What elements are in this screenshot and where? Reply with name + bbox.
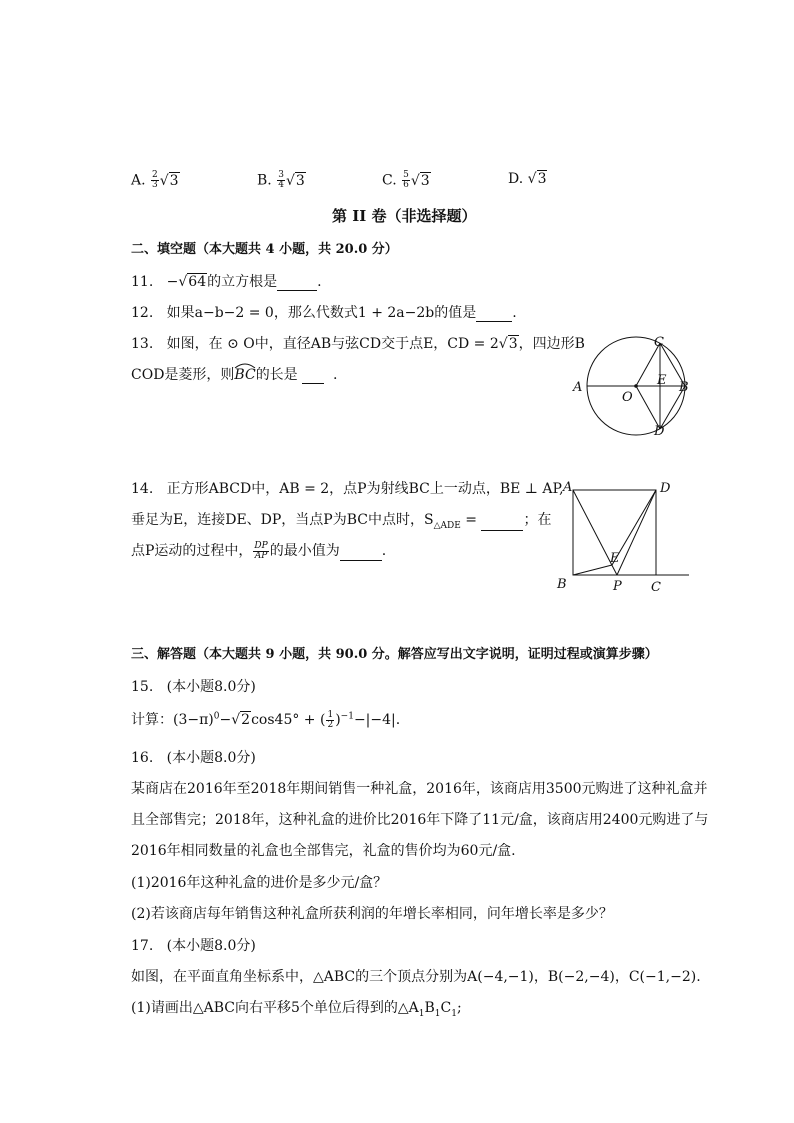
label-b: B: [557, 577, 567, 592]
q14-answer-blank-2: [340, 560, 382, 561]
label-p: P: [613, 579, 622, 594]
segment-od: [636, 386, 660, 429]
q13-sqrt: √3: [498, 336, 518, 352]
choice-a-label: A.: [131, 172, 146, 189]
question-16-header: [131, 747, 256, 767]
segment-dp: [617, 490, 656, 575]
question-14-line1: 14. 正方形ABCD中，AB = 2，点P为射线BC上一动点，BE ⊥ AP,: [131, 481, 564, 497]
label-e: E: [610, 551, 620, 566]
choice-a-fraction: $\frac{2}{3}$: [152, 170, 158, 190]
choice-d: [508, 171, 547, 187]
question-11: 11. −√64的立方根是 .: [131, 274, 322, 290]
q16-subquestion-2: (2)若该商店每年销售这种礼盒所获利润的年增长率相同，问年增长率是多少？: [131, 906, 613, 922]
q13-answer-blank: [302, 383, 324, 384]
q15-fraction: $\frac{1}{2}$: [327, 709, 334, 730]
question-13-line2: COD是菱形，则 BC的长是 .: [131, 364, 338, 384]
q13-arc-bc: BC: [234, 367, 255, 383]
q13-number: 13.: [131, 336, 154, 352]
choice-c-label: C.: [382, 172, 397, 189]
question-13-line1: 13. 如图，在 ⊙ O中，直径AB与弦CD交于点E，CD = 2√3，四边形B: [131, 336, 585, 352]
q16-paragraph-2: 且全部售完；2018年，这种礼盒的进价比2016年下降了11元/盒，该商店用2400元购进了与: [131, 812, 709, 828]
q16-number: 16.: [131, 750, 154, 766]
q15-score: (本小题8.0分): [166, 679, 256, 695]
q16-score: (本小题8.0分): [166, 750, 256, 766]
section3-header: 三、解答题（本大题共 9 小题，共 90.0 分。解答应写出文字说明，证明过程或演算步骤）: [131, 647, 658, 662]
q16-subquestion-1: (1)2016年这种礼盒的进价是多少元/盒？: [131, 875, 388, 891]
choice-a: [131, 171, 180, 190]
q13-circle-figure: [565, 330, 700, 445]
center-dot: [634, 384, 638, 388]
choice-c-sqrt: √3: [410, 172, 430, 189]
label-a: A: [563, 480, 573, 495]
q16-paragraph-3: 2016年相同数量的礼盒也全部售完，礼盒的售价均为60元/盒.: [131, 843, 516, 859]
question-14-line2: 垂足为E，连接DE、DP，当点P为BC中点时，$S_{\triangle ADE}$ = ；在: [131, 512, 552, 531]
q12-answer-blank: [476, 321, 512, 322]
q17-subquestion-1: (1)请画出△ABC向右平移5个单位后得到的$\triangle A_1B_1C_1$;: [131, 1000, 462, 1019]
q14-square-figure: [555, 476, 695, 596]
q11-number: 11.: [131, 274, 154, 290]
q16-paragraph-1: 某商店在2016年至2018年期间销售一种礼盒，2016年，该商店用3500元购进了这种礼盒并: [131, 781, 708, 797]
section2-header: 二、填空题（本大题共 4 小题，共 20.0 分）: [131, 242, 398, 257]
question-15-header: [131, 676, 256, 696]
choice-d-label: D.: [508, 171, 524, 187]
q14-fraction: $\frac{DP}{AP}$: [254, 540, 268, 561]
question-15-body: 计算：$(3-\pi)^0-√2\cos 45^\circ$ + ( $\frac{1}{2}$ )$^{-1}$−|−4|.: [131, 709, 401, 730]
segment-be: [573, 565, 612, 575]
label-e: E: [657, 373, 667, 388]
q17-score: (本小题8.0分): [166, 938, 256, 954]
choice-a-sqrt: √3: [159, 172, 179, 189]
question-14-line3: 点P运动的过程中， $\frac{DP}{AP}$ 的最小值为 .: [131, 540, 387, 561]
choice-c-fraction: $\frac{5}{6}$: [403, 170, 409, 190]
choice-b-sqrt: √3: [285, 172, 305, 189]
q17-number: 17.: [131, 938, 154, 954]
question-12: 12. 如果a−b−2 = 0，那么代数式1 + 2a−2b的值是 .: [131, 305, 517, 321]
label-a: A: [573, 380, 583, 395]
q14-number: 14.: [131, 481, 154, 497]
q12-number: 12.: [131, 305, 154, 321]
choice-b-label: B.: [257, 172, 272, 189]
q15-number: 15.: [131, 679, 154, 695]
question-17-header: [131, 935, 256, 955]
label-c: C: [651, 580, 661, 595]
choice-b-fraction: $\frac{3}{4}$: [278, 170, 284, 190]
label-b: B: [679, 380, 689, 395]
choice-d-sqrt: √3: [527, 171, 547, 187]
choice-c: [382, 171, 431, 190]
q17-paragraph-1: 如图，在平面直角坐标系中，△ABC的三个顶点分别为A(−4,−1)，B(−2,−4)，C(−1,−2).: [131, 969, 701, 985]
section-title: 第 II 卷（非选择题）: [332, 207, 477, 225]
q15-sqrt: √2: [231, 712, 251, 728]
label-o: O: [622, 390, 633, 405]
choice-b: [257, 171, 306, 190]
arc-mark-icon: [234, 363, 256, 369]
q11-sqrt: √64: [178, 274, 207, 290]
label-d: D: [660, 481, 671, 496]
q14-answer-blank-1: [481, 530, 523, 531]
q11-answer-blank: [277, 290, 317, 291]
label-c: C: [654, 335, 664, 350]
label-d: D: [654, 424, 665, 439]
